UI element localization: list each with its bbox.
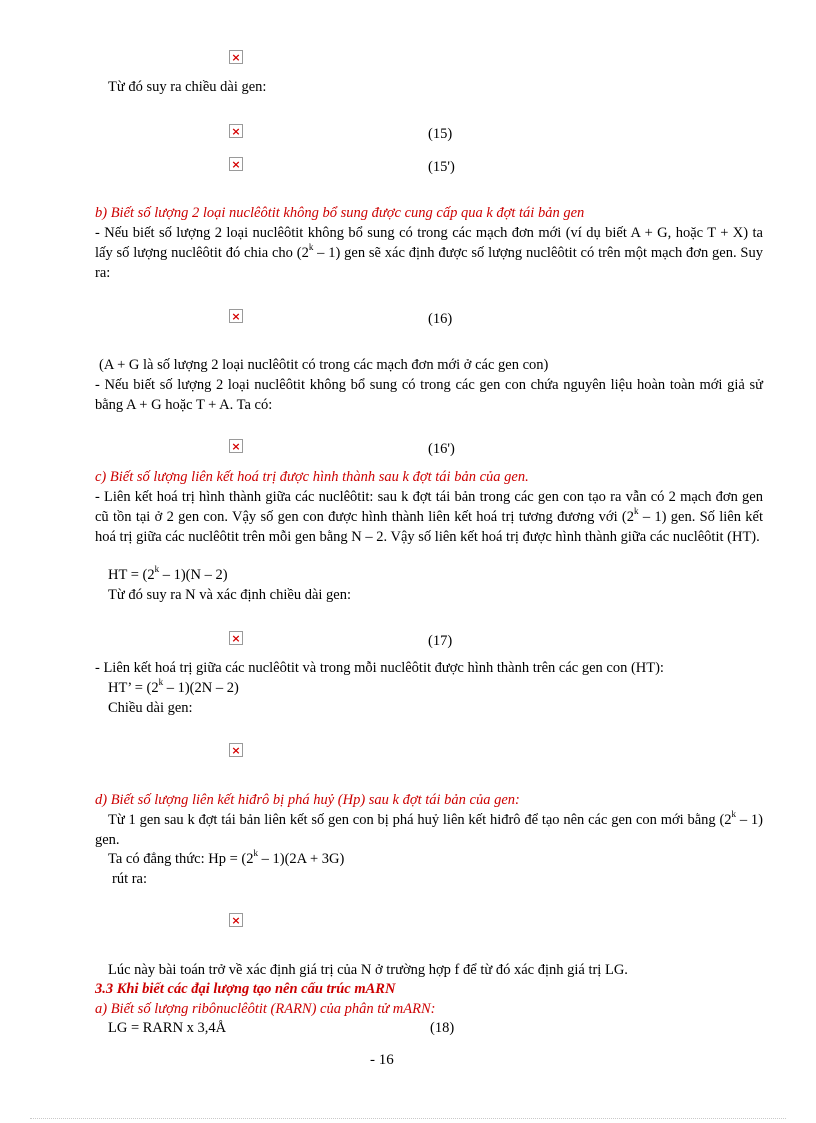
section-heading: c) Biết số lượng liên kết hoá trị được hình thành sau k đợt tái bản của gen. xyxy=(95,469,529,485)
broken-image-icon: × xyxy=(229,913,243,927)
paragraph: Từ 1 gen sau k đợt tái bản liên kết số gen con bị phá huỷ liên kết hiđrô để tạo nên các gen con mới bằng (2$^k$ – 1) gen. xyxy=(95,809,763,848)
text-line: (A + G là số lượng 2 loại nuclêôtit có trong các mạch đơn mới ở các gen con) xyxy=(99,357,549,373)
broken-image-icon: × xyxy=(229,157,243,171)
paragraph: - Liên kết hoá trị hình thành giữa các nuclêôtit: sau k đợt tái bản trong các gen con tạo ra vẫn có 2 mạch đơn gen cũ tồn tại ở 2 gen con. Vậy số gen con được hình thành liên kết hoá trị tương đương với (2$^k$ – 1) gen. Số liên kết hoá trị giữa các nuclêôtit trên mỗi gen bằng N – 2. Vậy số liên kết hoá trị được hình thành giữa các nuclêôtit (HT). xyxy=(95,489,763,545)
formula-line: HT = $(2^k - 1)(N - 2)$ xyxy=(108,564,228,583)
formula-line: HT’ = $(2^k - 1)(2N - 2)$ xyxy=(108,677,239,696)
text-line: Từ đó suy ra chiều dài gen: xyxy=(108,79,267,95)
subsection-heading: a) Biết số lượng ribônuclêôtit (RARN) của phân tử mARN: xyxy=(95,1001,436,1017)
formula-line: Ta có đẳng thức: $Hp = (2^k - 1)(2A + 3G)$ xyxy=(108,848,345,867)
text-line: Chiều dài gen: xyxy=(108,700,193,716)
equation-number: (15') xyxy=(428,159,455,175)
equation-number: (18) xyxy=(430,1020,455,1036)
text-line: Lúc này bài toán trở về xác định giá trị của N ở trường hợp f để từ đó xác định giá trị LG. xyxy=(108,962,628,978)
section-heading: b) Biết số lượng 2 loại nuclêôtit không bổ sung được cung cấp qua k đợt tái bản gen xyxy=(95,205,585,221)
equation-number: (16') xyxy=(428,441,455,457)
broken-image-icon: × xyxy=(229,631,243,645)
section-heading: 3.3 Khi biết các đại lượng tạo nên cấu trúc mARN xyxy=(95,981,396,997)
equation-number: (16) xyxy=(428,311,453,327)
broken-image-icon: × xyxy=(229,50,243,64)
text-line: Từ đó suy ra N và xác định chiều dài gen: xyxy=(108,587,352,603)
broken-image-icon: × xyxy=(229,309,243,323)
text-line: - Liên kết hoá trị giữa các nuclêôtit và trong mỗi nuclêôtit được hình thành trên các gen con (HT): xyxy=(95,660,664,676)
broken-image-icon: × xyxy=(229,124,243,138)
paragraph: - Nếu biết số lượng 2 loại nuclêôtit không bổ sung có trong các gen con chứa nguyên liệu hoàn toàn mới giả sử bằng A + G hoặc T + A. Ta có: xyxy=(95,377,763,413)
section-heading: d) Biết số lượng liên kết hiđrô bị phá huỷ (Hp) sau k đợt tái bản của gen: xyxy=(95,792,520,808)
formula-line: LG = RARN x 3,4Å xyxy=(108,1020,227,1036)
paragraph: - Nếu biết số lượng 2 loại nuclêôtit không bổ sung có trong các mạch đơn mới (ví dụ biết A + G, hoặc T + X) ta lấy số lượng nuclêôtit đó chia cho (2$^k$ – 1) gen sẽ xác định được số lượng nuclêôtit có trên một mạch đơn gen. Suy ra: xyxy=(95,225,763,281)
page-number: - 16 xyxy=(370,1052,394,1068)
broken-image-icon: × xyxy=(229,439,243,453)
equation-number: (15) xyxy=(428,126,453,142)
equation-number: (17) xyxy=(428,633,453,649)
text-line: rút ra: xyxy=(112,871,148,887)
broken-image-icon: × xyxy=(229,743,243,757)
page-divider xyxy=(30,1118,786,1119)
